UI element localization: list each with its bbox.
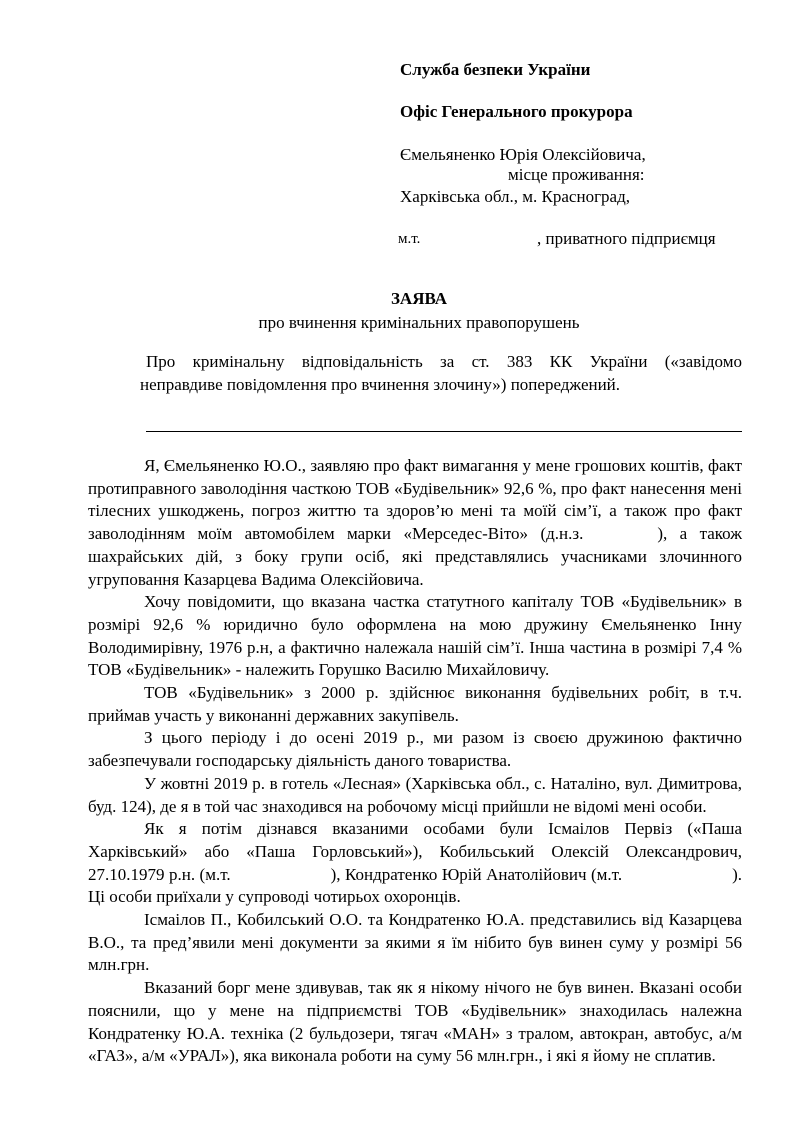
recipient-prosecutor: Офіс Генерального прокурора [400, 102, 633, 121]
liability-warning [140, 350, 742, 396]
paragraph-6-tail: ). Ці особи приїхали у супроводі чотирьох охоронців. [88, 864, 743, 907]
paragraph-5: У жовтні 2019 р. в готель «Лесная» (Харківська обл., с. Наталіно, вул. Димитрова, буд. 124), де я в той час знаходився на робочому місці прийшли не відомі мені особи. [88, 773, 742, 816]
statement-body [88, 455, 742, 1068]
paragraph-6-text: Як я потім дізнався вказаними особами були Ісмаілов Первіз («Паша Харківський» або «Паша Горловський»), Кобильський Олексій Олександрович, 27.10.1979 р.н. (м.т. [88, 819, 742, 884]
residence-address: Харківська обл., м. Красноград, [400, 187, 630, 206]
paragraph-3: ТОВ «Будівельник» з 2000 р. здійснює виконання будівельних робіт, в т.ч. приймав участь у виконанні державних закупівель. [88, 683, 742, 725]
paragraph-1 [88, 455, 742, 591]
occupation: , приватного підприємця [537, 229, 716, 248]
document-subtitle: про вчинення кримінальних правопорушень [258, 313, 580, 332]
phone-prefix: м.т. [398, 231, 421, 247]
paragraph-1-tail: ), а також шахрайських дій, з боку групи осіб, які представлялись учасниками злочинного угруповання Казарцева Вадима Олексійовича. [88, 524, 742, 589]
paragraph-7: Ісмаілов П., Кобилський О.О. та Кондратенко Ю.А. представились від Казарцева В.О., та пред’явили мені документи за якими я їм нібито був винен суму у розмірі 56 млн.грн. [88, 910, 742, 975]
applicant-name: Ємельяненко Юрія Олексійовича, [400, 145, 646, 164]
paragraph-8: Вказаний борг мене здивував, так як я нікому нічого не був винен. Вказані особи пояснили, що у мене на підприємстві ТОВ «Будівельник» знаходилась належна Кондратенку Ю.А. техніка (2 бульдозери, тягач «МАН» з тралом, автокран, автобус, а/м «ГАЗ», а/м «УРАЛ»), яка виконала роботи на суму 56 млн.грн., і які я йому не сплатив. [88, 978, 742, 1066]
recipient-sbu: Служба безпеки України [400, 60, 591, 79]
paragraph-1-text: Я, Ємельяненко Ю.О., заявляю про факт вимагання у мене грошових коштів, факт протиправного заволодіння часткою ТОВ «Будівельник» 92,6 %, про факт нанесення мені тілесних ушкоджень, погроз життю та здоров’ю мені та моїй сім’ї, а також про факт заволодінням моїм автомобілем марки «Мерседес-Віто» (д.н.з. [88, 456, 742, 544]
paragraph-6 [88, 818, 742, 909]
paragraph-6-mid: ), Кондратенко Юрій Анатолійович (м.т. [330, 864, 623, 884]
residence-label: місце проживання: [508, 165, 645, 184]
warning-line-1: Про кримінальну відповідальність за ст. 383 КК України («завідомо [146, 352, 742, 371]
separator-line [146, 431, 742, 432]
warning-line-2: неправдиве повідомлення про вчинення злочину») попереджений. [140, 375, 621, 394]
document-title: ЗАЯВА [390, 289, 448, 308]
paragraph-4: З цього періоду і до осені 2019 р., ми разом із своєю дружиною фактично забезпечували господарську діяльність даного товариства. [88, 728, 742, 771]
paragraph-2: Хочу повідомити, що вказана частка статутного капіталу ТОВ «Будівельник» в розмірі 92,6 % юридично було оформлена на мою дружину Ємельяненко Інну Володимирівну, 1976 р.н, а фактично належала нашій сім’ї. Інша частина в розмірі 7,4 % ТОВ «Будівельник» - належить Горушко Василю Михайловичу. [88, 592, 742, 680]
